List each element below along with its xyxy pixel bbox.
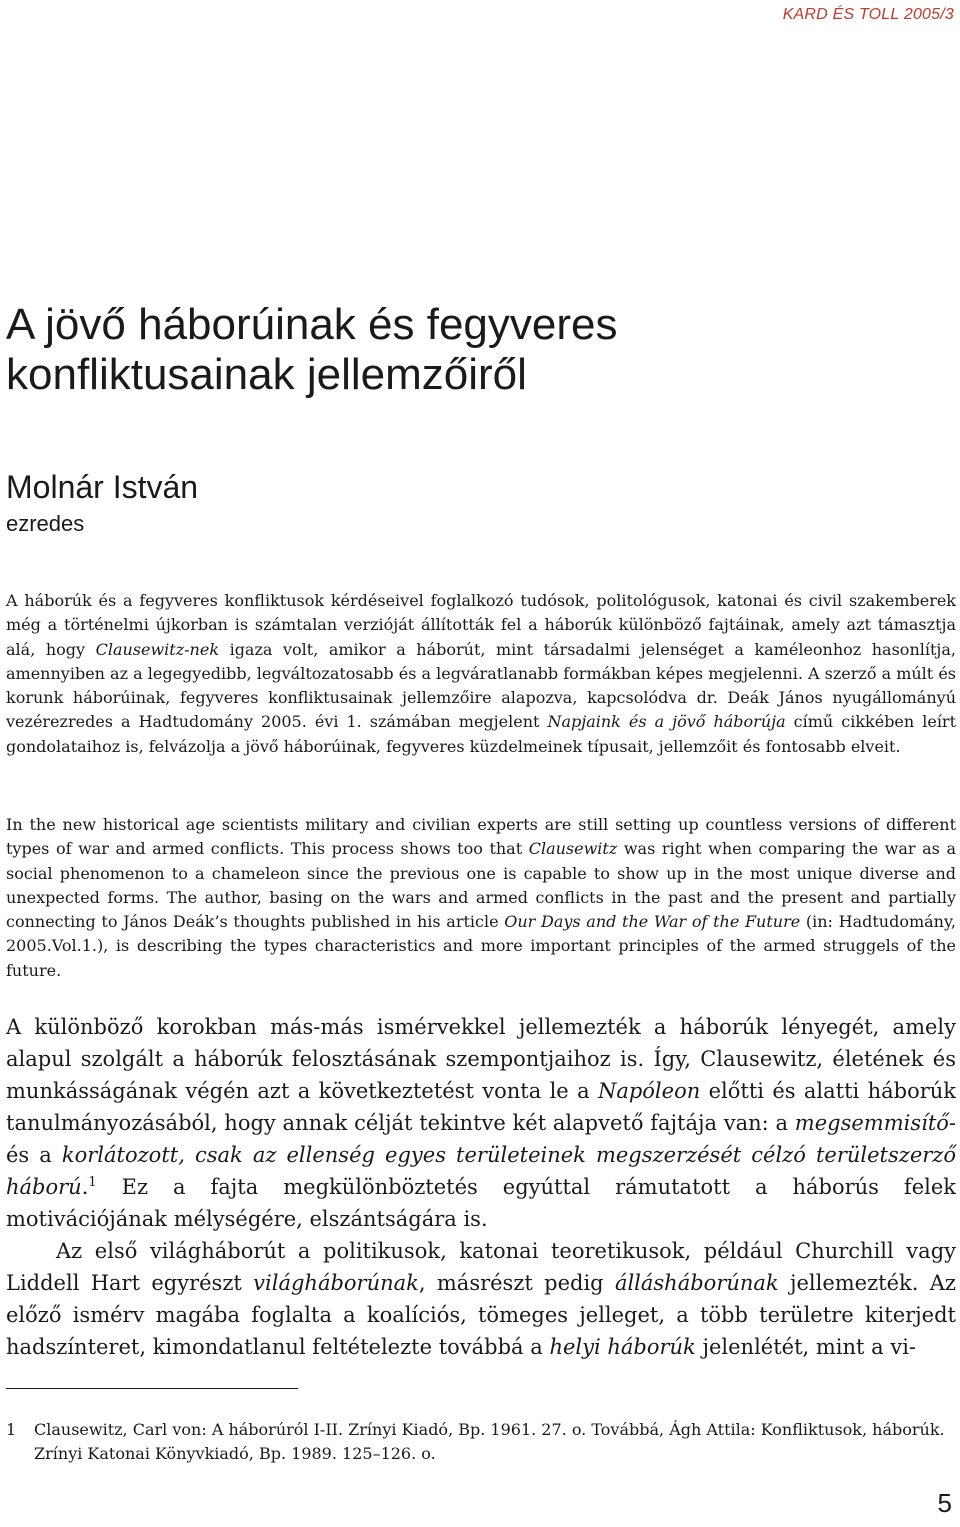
body-p2-italic-2: állásháborúnak xyxy=(614,1271,779,1295)
body-p2-text-4: jelenlétét, mint a vi- xyxy=(695,1335,917,1359)
body-text xyxy=(6,1011,956,1363)
abstract-hu-italic-1: Clausewitz-nek xyxy=(95,639,220,659)
body-paragraph-1 xyxy=(6,1011,956,1235)
abstract-hu-text-3: című cikkében leírt gondolataihoz is, felvázolja a jövő háborúinak, fegyveres küzdelmeinek típusait, jellemzőit és fontosabb elveit. xyxy=(6,712,957,756)
article-title xyxy=(6,300,946,400)
abstract-hungarian xyxy=(6,589,956,759)
body-p2-text-1: Az első világháborút a politikusok, katonai teoretikusok, például Churchill vagy Liddell Hart egyrészt xyxy=(6,1239,956,1295)
footnote-divider xyxy=(6,1388,298,1389)
body-paragraph-2 xyxy=(6,1235,956,1363)
footnote-reference[interactable]: 1 xyxy=(88,1175,97,1190)
body-p1-italic-2: megsemmisítő- xyxy=(794,1111,956,1135)
body-p1-text-5: Ez a fajta megkülönböztetés egyúttal rámutatott a háborús felek motivációjának mélységére, elszántságára is. xyxy=(6,1175,956,1231)
body-p1-italic-1: Napóleon xyxy=(597,1079,701,1103)
abstract-hu-text-2: igaza volt, amikor a háborút, mint társadalmi jelenséget a kaméleonhoz hasonlítja, amennyiben az a legegyedibb, legváltozatosabb és a legváratlanabb formákban képes megjelenni. A szerző a múlt és korunk háborúinak, fegyveres konfliktusainak jellemzőire alapozva, kapcsolódva dr. Deák János nyugállományú vezérezredes a Hadtudomány 2005. évi 1. számában megjelent xyxy=(6,639,956,732)
abstract-en-text-2: was right when comparing the war as a social phenomenon to a chameleon since the previous one is capable to show up in the most unique diverse and unexpected forms. The author, basing on the wars and armed conflicts in the past and the present and partially connecting to János Deák’s thoughts published in his article xyxy=(6,839,956,932)
abstract-en-italic-1: Clausewitz xyxy=(528,839,618,859)
running-header: KARD ÉS TOLL 2005/3 xyxy=(782,6,954,23)
body-p1-text-3: és a xyxy=(6,1143,62,1167)
footnote-number: 1 xyxy=(6,1420,17,1439)
author-name: Molnár István xyxy=(6,469,199,505)
abstract-hu-text-1: A háborúk és a fegyveres konfliktusok kérdéseivel foglalkozó tudósok, politológusok, katonai és civil szakemberek még a történelmi újkorban is számtalan verzióját állították fel a háborúk különböző fajtáinak, amely azt támasztja alá, hogy xyxy=(6,591,956,659)
body-p2-text-2: , másrészt pedig xyxy=(418,1271,615,1295)
body-p2-italic-3: helyi háborúk xyxy=(549,1335,696,1359)
abstract-english xyxy=(6,813,956,983)
article-title-line-1: A jövő háborúinak és fegyveres xyxy=(6,300,618,349)
abstract-en-italic-2: Our Days and the War of the Future xyxy=(504,912,801,932)
author-rank: ezredes xyxy=(6,511,85,536)
body-p2-text-3: jellemezték. Az előző ismérv magába foglalta a koalíciós, tömeges jelleget, a több területre kiterjedt hadszínteret, kimondatlanul feltételezte továbbá a xyxy=(6,1271,956,1359)
abstract-en-text-3: (in: Hadtudomány, 2005.Vol.1.), is describing the types characteristics and more important principles of the armed struggels of the future. xyxy=(6,912,956,980)
body-p2-italic-1: világháborúnak xyxy=(253,1271,419,1295)
page-number: 5 xyxy=(937,1488,952,1518)
footnote-text: Clausewitz, Carl von: A háborúról I-II. Zrínyi Kiadó, Bp. 1961. 27. o. Továbbá, Ágh Attila: Konfliktusok, háborúk. Zrínyi Katonai Könyvkiadó, Bp. 1989. 125–126. o. xyxy=(34,1420,945,1463)
article-title-line-2: konfliktusainak jellemzőiről xyxy=(6,350,527,399)
body-p1-text-4: . xyxy=(81,1175,89,1199)
footnote xyxy=(6,1418,956,1466)
body-p1-italic-3: korlátozott, csak az ellenség egyes területeinek megszerzését célzó területszerző háború xyxy=(6,1143,956,1199)
abstract-en-text-1: In the new historical age scientists military and civilian experts are still setting up countless versions of different types of war and armed conflicts. This process shows too that xyxy=(6,815,956,859)
abstract-hu-italic-2: Napjaink és a jövő háborúja xyxy=(547,712,786,732)
body-p1-text-2: előtti és alatti háborúk tanulmányozásából, hogy annak célját tekintve két alapvető fajtája van: a xyxy=(6,1079,956,1135)
body-p1-text-1: A különböző korokban más-más ismérvekkel jellemezték a háborúk lényegét, amely alapul szolgált a háborúk felosztásának szempontjaihoz is. Így, Clausewitz, életének és munkásságának végén azt a következtetést vonta le a xyxy=(6,1015,956,1103)
